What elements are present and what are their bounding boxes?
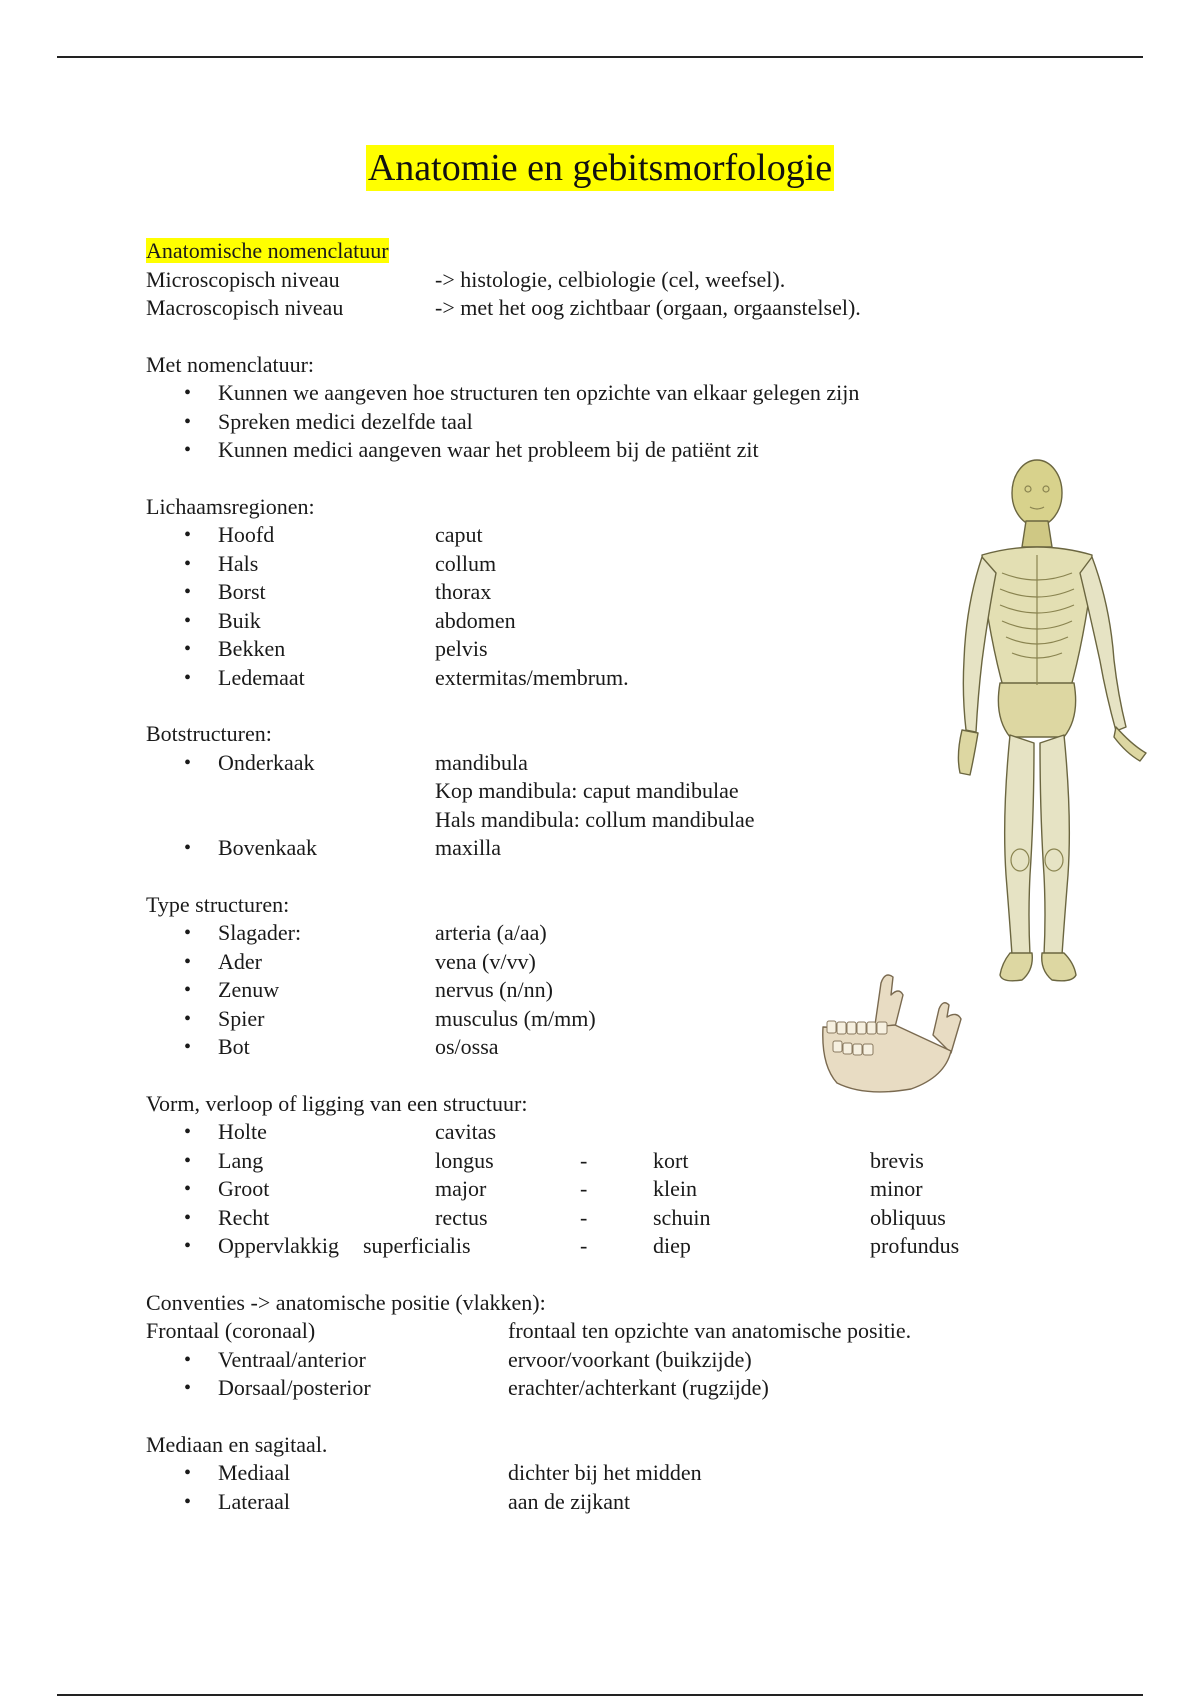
type-latin: nervus (n/nn) [435,977,553,1002]
type-term: Spier [218,1005,265,1031]
bullet-icon: • [184,1206,192,1229]
title-wrap [0,145,1200,191]
bone-latin: maxilla [435,835,501,860]
bullet-icon: • [184,1377,192,1399]
conventies-term: Dorsaal/posterior [218,1375,371,1400]
region-term: Buik [218,607,261,633]
bullet-icon: • [184,1121,192,1143]
bullet-icon: • [184,524,192,546]
botstructuren-heading: Botstructuren: [146,721,272,746]
bullet-icon: • [184,609,192,632]
vorm-opposite-latin: profundus [870,1233,960,1258]
nomenclatuur-heading-line [146,237,1146,266]
mediaan-term: Lateraal [218,1488,291,1514]
vorm-latin: longus [435,1147,494,1173]
list-item [146,1459,1146,1488]
region-latin: abdomen [435,607,516,633]
region-term: Bekken [218,636,286,661]
nomenclatuur-row [146,266,1146,295]
conventies-term: Ventraal/anterior [218,1346,366,1372]
type-term: Zenuw [218,977,280,1002]
list-item [146,1175,1146,1204]
bottom-rule [57,1694,1143,1696]
conventies-desc: frontaal ten opzichte van anatomische positie. [508,1318,912,1343]
list-item [146,1232,1146,1261]
type-term: Ader [218,948,262,974]
bullet-icon: • [184,638,192,660]
vorm-opposite-latin: obliquus [870,1204,946,1230]
vorm-dash: - [580,1233,588,1258]
vorm-latin: cavitas [435,1119,497,1144]
met-nomenclatuur-heading: Met nomenclatuur: [146,351,315,377]
bullet-icon: • [184,666,192,689]
vorm-latin: major [435,1176,487,1201]
lichaamsregionen-heading: Lichaamsregionen: [146,493,315,519]
vorm-opposite: kort [653,1147,689,1173]
bone-sub: Hals mandibula: collum mandibulae [435,806,755,832]
vorm-dash: - [580,1176,588,1201]
region-latin: collum [435,550,497,576]
bone-term: Bovenkaak [218,835,317,860]
bullet-icon: • [184,1490,192,1513]
vorm-term: Groot [218,1176,270,1201]
list-item [146,408,1146,437]
bullet-icon: • [184,1462,192,1484]
bullet-icon: • [184,950,192,973]
list-item [146,1346,1146,1375]
region-term: Ledemaat [218,664,305,690]
list-item [146,1147,1146,1176]
vorm-dash: - [580,1204,588,1230]
vorm-term: Recht [218,1204,270,1230]
page-title: Anatomie en gebitsmorfologie [367,147,833,189]
nomenclatuur-heading: Anatomische nomenclatuur [146,238,389,263]
vorm-opposite: diep [653,1233,691,1258]
region-latin: extermitas/membrum. [435,664,629,690]
conventies-term: Frontaal (coronaal) [146,1318,316,1343]
bullet-icon: • [184,439,192,461]
type-structuren-heading: Type structuren: [146,891,290,917]
bone-term: Onderkaak [218,749,315,775]
bone-sub: Kop mandibula: caput mandibulae [435,778,739,803]
list-item [146,1374,1146,1403]
vorm-opposite: klein [653,1176,697,1201]
mediaan-desc: dichter bij het midden [508,1460,702,1485]
bullet-icon: • [184,552,192,575]
bullet-icon: • [184,837,192,859]
bullet-icon: • [184,751,192,774]
conventies-desc: erachter/achterkant (rugzijde) [508,1375,769,1400]
list-item [146,1488,1146,1517]
nomenclatuur-desc: -> histologie, celbiologie (cel, weefsel). [435,266,786,292]
list-item [146,1118,1146,1147]
bullet-icon: • [184,1149,192,1172]
region-term: Hoofd [218,522,275,547]
region-term: Borst [218,579,266,604]
mandible-illustration [815,965,975,1100]
type-term: Bot [218,1034,250,1059]
vorm-latin: superficialis [363,1233,471,1258]
bullet-icon: • [184,581,192,603]
mediaan-desc: aan de zijkant [508,1488,631,1514]
vorm-opposite: schuin [653,1204,711,1230]
list-item [146,379,1146,408]
mediaan-heading: Mediaan en sagitaal. [146,1431,328,1457]
bullet-icon: • [184,410,192,433]
nomenclatuur-term: Microscopisch niveau [146,266,340,292]
type-latin: arteria (a/aa) [435,920,547,945]
vorm-term: Lang [218,1147,264,1173]
type-latin: musculus (m/mm) [435,1005,596,1031]
conventies-heading: Conventies -> anatomische positie (vlakken): [146,1289,546,1315]
bullet-icon: • [184,922,192,944]
vorm-opposite-latin: brevis [870,1147,924,1173]
mediaan-term: Mediaal [218,1460,291,1485]
vorm-term: Holte [218,1119,267,1144]
nomenclatuur-row [146,294,1146,323]
list-item [146,1033,1146,1062]
list-item-text: Kunnen we aangeven hoe structuren ten opzichte van elkaar gelegen zijn [218,380,860,405]
vorm-dash: - [580,1147,588,1173]
list-item-text: Kunnen medici aangeven waar het probleem bij de patiënt zit [218,437,759,462]
vorm-latin: rectus [435,1204,488,1230]
bullet-icon: • [184,1348,192,1371]
type-latin: vena (v/vv) [435,948,536,974]
list-item-text: Spreken medici dezelfde taal [218,408,473,434]
top-rule [57,56,1143,58]
list-item [146,1204,1146,1233]
bullet-icon: • [184,1178,192,1200]
bone-latin: mandibula [435,749,528,775]
skeleton-illustration [930,455,1170,1010]
bullet-icon: • [184,1007,192,1030]
nomenclatuur-desc: -> met het oog zichtbaar (orgaan, orgaanstelsel). [435,295,861,320]
conventies-desc: ervoor/voorkant (buikzijde) [508,1346,752,1372]
region-latin: caput [435,522,483,547]
bullet-icon: • [184,979,192,1001]
region-latin: thorax [435,579,492,604]
region-term: Hals [218,550,259,576]
type-term: Slagader: [218,920,302,945]
vorm-opposite-latin: minor [870,1176,923,1201]
nomenclatuur-term: Macroscopisch niveau [146,295,344,320]
vorm-heading: Vorm, verloop of ligging van een structuur: [146,1090,528,1116]
vorm-term: Oppervlakkig [218,1233,339,1258]
conventies-row [146,1317,1146,1346]
bullet-icon: • [184,1235,192,1257]
bullet-icon: • [184,382,192,404]
bullet-icon: • [184,1036,192,1058]
type-latin: os/ossa [435,1034,499,1059]
region-latin: pelvis [435,636,488,661]
